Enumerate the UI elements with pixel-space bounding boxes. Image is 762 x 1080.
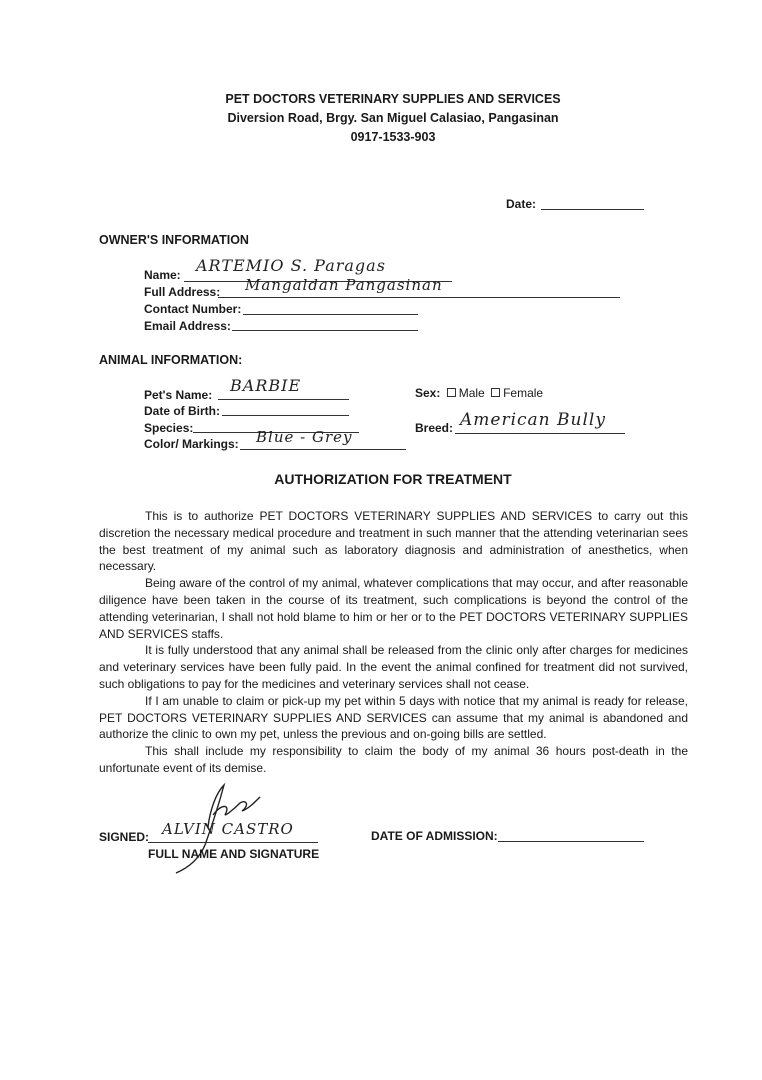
owner-address-field[interactable] <box>218 297 620 298</box>
owner-address-value: Mangaldan Pangasinan <box>245 276 443 294</box>
owner-contact-field[interactable] <box>243 314 418 315</box>
date-label: Date: <box>506 197 537 211</box>
animal-section-title: ANIMAL INFORMATION: <box>99 353 243 367</box>
owner-section-title: OWNER'S INFORMATION <box>99 233 249 247</box>
breed-value: American Bully <box>460 410 606 430</box>
signature-field[interactable] <box>148 842 318 843</box>
color-field[interactable] <box>240 449 406 450</box>
authorization-paragraph: This is to authorize PET DOCTORS VETERINARY SUPPLIES AND SERVICES to carry out this discretion the necessary medical procedure and treatment in such manner that the attending veterinarian sees the best treatment of my animal such as laboratory diagnosis and administration of anesthetics, when necessary. <box>99 509 688 574</box>
breed-label: Breed: <box>415 421 454 435</box>
signed-label: SIGNED: <box>99 830 150 844</box>
pet-name-label: Pet's Name: <box>144 388 213 402</box>
color-label: Color/ Markings: <box>144 437 239 451</box>
dob-label: Date of Birth: <box>144 404 220 418</box>
pet-name-field[interactable] <box>218 399 349 400</box>
authorization-title: AUTHORIZATION FOR TREATMENT <box>274 471 512 487</box>
owner-contact-label: Contact Number: <box>144 302 242 316</box>
date-field[interactable] <box>541 209 644 210</box>
admission-label: DATE OF ADMISSION: <box>371 829 498 843</box>
admission-field[interactable] <box>498 841 644 842</box>
company-name: PET DOCTORS VETERINARY SUPPLIES AND SERVICES <box>225 92 561 106</box>
authorization-paragraph: It is fully understood that any animal shall be released from the clinic only after charges for medicines and veterinary services have been fully paid. In the event the animal confined for treatment did not survived, such obligations to pay for the medicines and veterinary services shall not cease. <box>99 643 688 691</box>
sex-label: Sex: <box>415 386 441 400</box>
letterhead <box>0 90 762 147</box>
signature-caption: FULL NAME AND SIGNATURE <box>148 847 320 861</box>
species-label: Species: <box>144 421 194 435</box>
owner-name-value: ARTEMIO S. Paragas <box>196 256 386 275</box>
authorization-paragraph: If I am unable to claim or pick-up my pet within 5 days with notice that my animal is ready for release, PET DOCTORS VETERINARY SUPPLIES AND SERVICES can assume that my animal is abandoned and authorize the clinic to own my pet, unless the previous and on-going bills are settled. <box>99 693 688 742</box>
owner-address-label: Full Address: <box>144 285 221 299</box>
sex-male-label: Male <box>458 386 485 400</box>
authorization-body <box>99 508 688 777</box>
dob-field[interactable] <box>222 415 349 416</box>
sex-female-checkbox[interactable] <box>491 388 500 397</box>
owner-email-label: Email Address: <box>144 319 231 333</box>
pet-name-value: BARBIE <box>230 376 302 395</box>
breed-field[interactable] <box>455 433 625 434</box>
sex-male-checkbox[interactable] <box>447 388 456 397</box>
company-phone: 0917-1533-903 <box>350 130 436 144</box>
owner-name-label: Name: <box>144 268 181 282</box>
sex-female-label: Female <box>503 386 544 400</box>
sex-row <box>415 386 543 400</box>
company-address: Diversion Road, Brgy. San Miguel Calasiao, Pangasinan <box>227 111 559 125</box>
owner-email-field[interactable] <box>232 330 418 331</box>
authorization-paragraph: Being aware of the control of my animal, whatever complications that may occur, and after reasonable diligence have been taken in the course of its treatment, such complications is beyond the control of the attending veterinarian, I shall not hold blame to him or her or to the PET DOCTORS VETERINARY SUPPLIES AND SERVICES staffs. <box>99 576 688 641</box>
color-value: Blue - Grey <box>256 428 353 446</box>
signed-value: ALVIN CASTRO <box>162 820 294 838</box>
authorization-paragraph: This shall include my responsibility to claim the body of my animal 36 hours post-death in the unfortunate event of its demise. <box>99 744 688 775</box>
